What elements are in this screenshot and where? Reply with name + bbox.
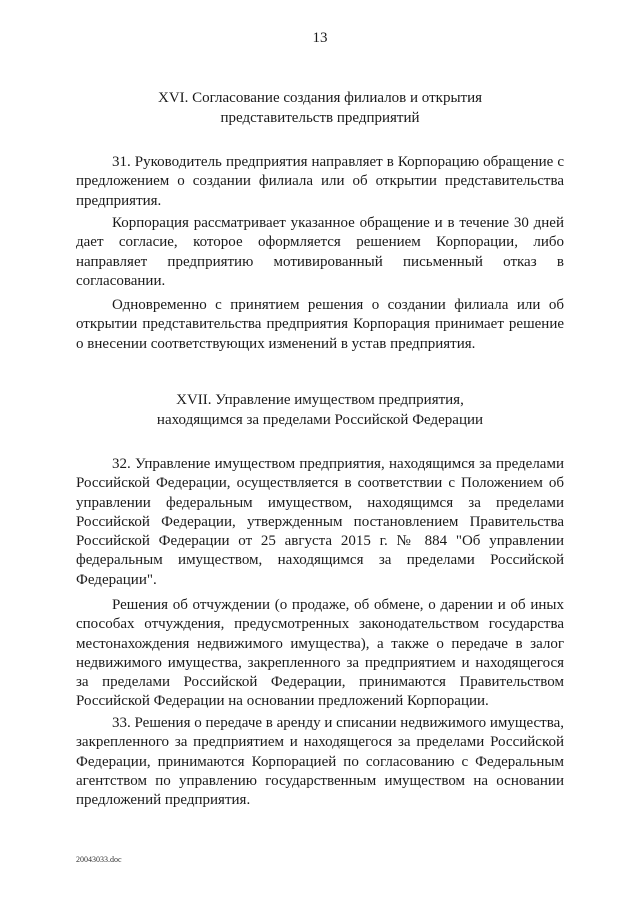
section-heading-line: XVI. Согласование создания филиалов и открытия: [157, 90, 483, 106]
section-heading-line: находящимся за пределами Российской Федерации: [156, 412, 484, 428]
page-number: 13: [312, 30, 328, 46]
section-heading-xvii: [76, 390, 564, 430]
paragraph-33: 33. Решения о передаче в аренду и списании недвижимого имущества, закрепленного за предприятием и находящегося за пределами Российской Федерации, принимаются Корпорацией по согласованию с Федеральным агентством по управлению государственным имуществом на основании предложений предприятия.: [76, 715, 564, 809]
paragraph-corporation-review: Корпорация рассматривает указанное обращение и в течение 30 дней дает согласие, которое оформляется решением Корпорации, либо направляет предприятию мотивированный письменный отказ в согласовании.: [76, 215, 564, 289]
paragraph-32: 32. Управление имуществом предприятия, находящимся за пределами Российской Федерации, осуществляется в соответствии с Положением об управлении федеральным имуществом, находящимся за пределами Российской Федерации, утвержденным постановлением Правительства Российской Федерации от 25 августа 2015 г. № 884 "Об управлении федеральным имуществом, находящимся за пределами Российской Федерации".: [76, 456, 564, 588]
paragraph-simultaneous-decision: Одновременно с принятием решения о создании филиала или об открытии представительства предприятия Корпорация принимает решение о внесении соответствующих изменений в устав предприятия.: [76, 297, 564, 352]
section-heading-line: представительств предприятий: [220, 110, 420, 126]
paragraph-alienation-decisions: Решения об отчуждении (о продаже, об обмене, о дарении и об иных способах отчуждения, предусмотренных законодательством государства местонахождения недвижимого имущества), а также о передаче в залог недвижимого имущества, закрепленного за предприятием и находящегося за пределами Российской Федерации, принимаются Правительством Российской Федерации на основании предложений Корпорации.: [76, 597, 564, 710]
section-heading-line: XVII. Управление имуществом предприятия,: [176, 392, 464, 408]
section-heading-xvi: [76, 88, 564, 128]
footer-filename: 20043033.doc: [76, 855, 122, 864]
paragraph-31: 31. Руководитель предприятия направляет в Корпорацию обращение с предложением о создании филиала или об открытии представительства предприятия.: [76, 154, 564, 209]
